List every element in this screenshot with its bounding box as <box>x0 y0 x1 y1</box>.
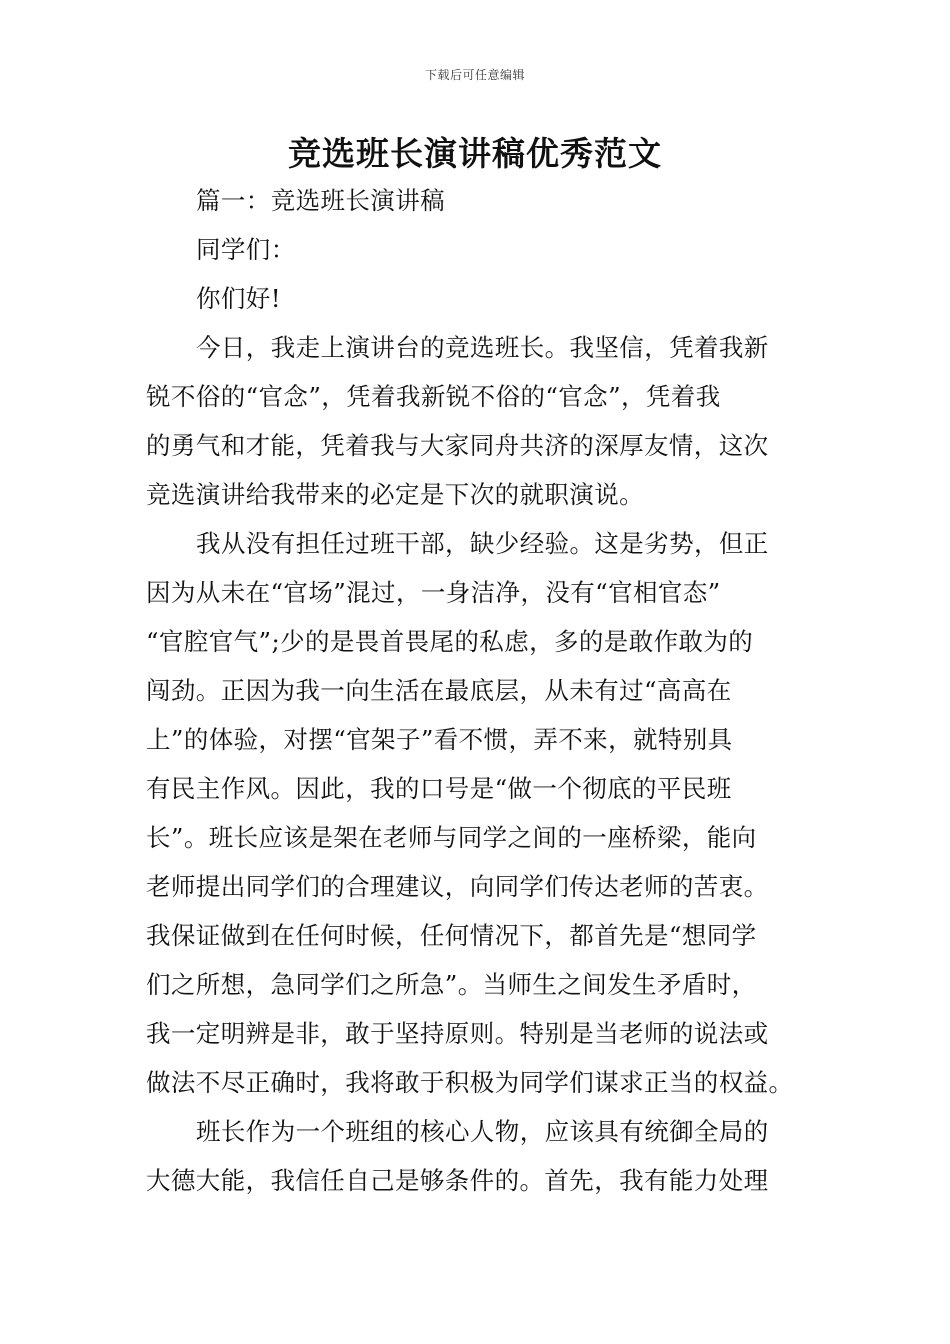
document-body <box>146 176 806 1205</box>
paragraph-line: 长”。班长应该是架在老师与同学之间的一座桥梁，能向 <box>146 823 757 852</box>
section-heading: 篇一：竞选班长演讲稿 <box>196 186 445 215</box>
paragraph-line: 有民主作风。因此，我的口号是“做一个彻底的平民班 <box>146 774 732 803</box>
salutation: 同学们： <box>196 235 296 264</box>
page-header-note: 下载后可任意编辑 <box>424 68 525 82</box>
paragraph-line: 大德大能，我信任自己是够条件的。首先，我有能力处理 <box>146 1166 769 1195</box>
document-title: 竞选班长演讲稿优秀范文 <box>288 134 662 173</box>
paragraph-line: 竞选演讲给我带来的必定是下次的就职演说。 <box>146 480 644 509</box>
greeting: 你们好! <box>196 284 281 313</box>
paragraph-line: 我保证做到在任何时候，任何情况下，都首先是“想同学 <box>146 921 757 950</box>
paragraph-line: 我一定明辨是非，敢于坚持原则。特别是当老师的说法或 <box>146 1019 769 1048</box>
paragraph-line: 因为从未在“官场”混过，一身洁净，没有“官相官态” <box>146 578 721 607</box>
paragraph-line: 上”的体验，对摆“官架子”看不惯，弄不来，就特别具 <box>146 725 733 754</box>
paragraph-line: 做法不尽正确时，我将敢于积极为同学们谋求正当的权益。 <box>146 1068 794 1097</box>
paragraph-line: 今日，我走上演讲台的竞选班长。我坚信，凭着我新 <box>196 333 769 362</box>
paragraph-line: 班长作为一个班组的核心人物，应该具有统御全局的 <box>196 1117 769 1146</box>
paragraph-line: 我从没有担任过班干部，缺少经验。这是劣势，但正 <box>196 529 769 558</box>
paragraph-line: 们之所想，急同学们之所急”。当师生之间发生矛盾时， <box>146 970 757 999</box>
paragraph-line: “官腔官气”;少的是畏首畏尾的私虑，多的是敢作敢为的 <box>146 627 754 656</box>
paragraph-line: 闯劲。正因为我一向生活在最底层，从未有过“高高在 <box>146 676 732 705</box>
paragraph-line: 的勇气和才能，凭着我与大家同舟共济的深厚友情，这次 <box>146 431 769 460</box>
paragraph-line: 老师提出同学们的合理建议，向同学们传达老师的苦衷。 <box>146 872 769 901</box>
paragraph-line: 锐不俗的“官念”，凭着我新锐不俗的“官念”，凭着我 <box>146 382 721 411</box>
